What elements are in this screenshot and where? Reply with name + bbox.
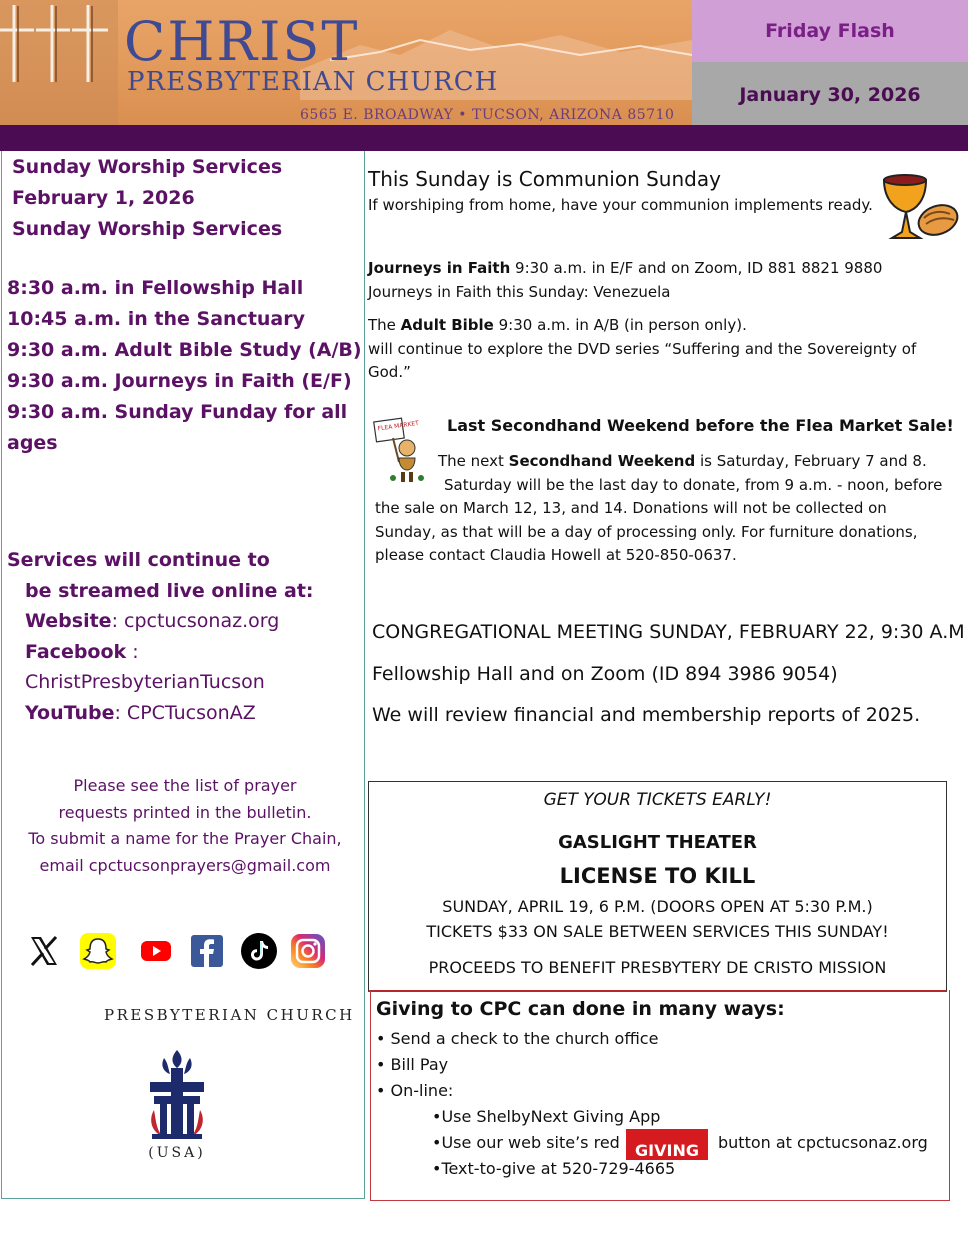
church-name-line2: PRESBYTERIAN CHURCH — [127, 67, 499, 97]
flash-date: January 30, 2026 — [739, 84, 921, 106]
church-name-line1: CHRIST — [124, 10, 360, 73]
streaming-info — [7, 545, 314, 728]
meeting-line: We will review financial and membership reports of 2025. — [372, 704, 921, 726]
journeys-details: 9:30 a.m. in E/F and on Zoom, ID 881 8821 9880 — [510, 259, 883, 277]
pcusa-seal-text: PRESBYTERIAN CHURCH — [104, 1006, 355, 1024]
youtube-icon[interactable] — [137, 932, 175, 970]
facebook-colon: : — [126, 640, 139, 663]
adult-bible-desc: will continue to explore the DVD series “Suffering and the Sovereignty of — [368, 339, 917, 358]
pcusa-seal-logo — [104, 1006, 355, 1166]
snapchat-icon[interactable] — [79, 932, 117, 970]
show-date: SUNDAY, APRIL 19, 6 P.M. (DOORS OPEN AT 5:30 P.M.) — [442, 897, 873, 916]
ticket-price: TICKETS $33 ON SALE BETWEEN SERVICES THIS SUNDAY! — [426, 922, 889, 941]
prayer-email[interactable]: email cpctucsonprayers@gmail.com — [39, 855, 331, 875]
header-banner — [0, 0, 692, 125]
tiktok-icon[interactable] — [240, 932, 278, 970]
facebook-label: Facebook — [25, 640, 127, 663]
giving-option: • On-line: — [376, 1081, 454, 1100]
journeys-label: Journeys in Faith — [368, 259, 511, 277]
adult-pre: The — [368, 316, 401, 334]
communion-subtitle: If worshiping from home, have your communion implements ready. — [368, 196, 873, 214]
flea-text: The next — [438, 452, 509, 470]
youtube-label: YouTube — [25, 701, 115, 724]
text-to-give: •Text-to-give at 520-729-4665 — [432, 1159, 676, 1178]
service-time: 10:45 a.m. in the Sanctuary — [7, 308, 306, 330]
worship-heading-line: Sunday Worship Services — [12, 156, 283, 178]
show-title: LICENSE TO KILL — [559, 864, 756, 888]
pcusa-seal-usa: (USA) — [148, 1145, 206, 1161]
facebook-link[interactable]: ChristPresbyterianTucson — [25, 671, 265, 693]
stream-line: Services will continue to — [7, 549, 270, 571]
giving-option: • Bill Pay — [376, 1055, 449, 1074]
flea-text: the sale on March 12, 13, and 14. Donations will not be collected on — [375, 499, 887, 517]
x-icon[interactable] — [25, 932, 63, 970]
youtube-link[interactable] — [7, 698, 314, 729]
ticket-proceeds: PROCEEDS TO BENEFIT PRESBYTERY DE CRISTO MISSION — [428, 958, 887, 977]
gaslight-tickets-box — [368, 781, 947, 992]
congregational-meeting-notice — [372, 612, 965, 737]
flea-text: please contact Claudia Howell at 520-850-0637. — [375, 546, 737, 564]
service-time: ages — [7, 432, 58, 454]
church-address: 6565 E. BROADWAY • TUCSON, ARIZONA 85710 — [300, 107, 675, 123]
prayer-line: Please see the list of prayer — [73, 776, 297, 795]
service-times-list — [7, 273, 362, 459]
giving-button[interactable]: GIVING — [626, 1129, 708, 1160]
flash-title: Friday Flash — [765, 20, 895, 42]
flea-text: is Saturday, February 7 and 8. — [695, 452, 927, 470]
communion-title: This Sunday is Communion Sunday — [368, 167, 721, 191]
website-value: : cpctucsonaz.org — [111, 610, 280, 632]
header-divider-bar — [0, 125, 968, 151]
meeting-line: Fellowship Hall and on Zoom (ID 894 3986 9054) — [372, 662, 838, 685]
giving-title: Giving to CPC can done in many ways: — [376, 998, 785, 1020]
service-time: 9:30 a.m. Sunday Funday for all — [7, 401, 348, 423]
adult-bible-notice — [368, 314, 938, 385]
service-time: 9:30 a.m. Journeys in Faith (E/F) — [7, 370, 352, 392]
giving-online-option: •Use our web site’s red — [432, 1133, 620, 1152]
flea-sign-text: FLEA MARKET — [377, 419, 420, 433]
giving-button-caption: button at cpctucsonaz.org — [718, 1133, 928, 1152]
instagram-icon[interactable] — [289, 932, 327, 970]
theater-name: GASLIGHT THEATER — [558, 832, 757, 853]
service-time: 8:30 a.m. in Fellowship Hall — [7, 277, 304, 299]
worship-heading — [12, 152, 282, 245]
adult-bible-desc: God.” — [368, 363, 411, 381]
facebook-icon[interactable] — [188, 932, 226, 970]
giving-online-option: •Use ShelbyNext Giving App — [432, 1107, 661, 1126]
meeting-line: CONGREGATIONAL MEETING SUNDAY, FEBRUARY 22, 9:30 A.M — [372, 621, 965, 643]
stream-line: be streamed live online at: — [25, 579, 314, 602]
worship-date: February 1, 2026 — [12, 187, 195, 209]
tickets-early-heading: GET YOUR TICKETS EARLY! — [543, 790, 772, 810]
prayer-line: requests printed in the bulletin. — [58, 802, 312, 822]
giving-option: • Send a check to the church office — [376, 1029, 659, 1048]
website-link[interactable] — [7, 606, 314, 637]
facebook-row — [7, 637, 314, 668]
website-label: Website — [25, 610, 112, 632]
adult-bible-details: 9:30 a.m. in A/B (in person only). — [493, 316, 747, 334]
flea-market-title: Last Secondhand Weekend before the Flea Market Sale! — [447, 416, 954, 435]
worship-heading-line: Sunday Worship Services — [12, 218, 283, 240]
journeys-topic: Journeys in Faith this Sunday: Venezuela — [368, 282, 671, 301]
service-time: 9:30 a.m. Adult Bible Study (A/B) — [7, 339, 362, 361]
prayer-line: To submit a name for the Prayer Chain, — [28, 829, 342, 848]
flea-text: Sunday, as that will be a day of processing only. For furniture donations, — [375, 522, 918, 541]
flea-text: Saturday will be the last day to donate, from 9 a.m. - noon, before — [444, 475, 943, 494]
prayer-request-note — [10, 773, 360, 879]
adult-bible-label: Adult Bible — [400, 316, 494, 334]
youtube-value: : CPCTucsonAZ — [114, 701, 256, 724]
journeys-in-faith-notice — [368, 257, 928, 304]
secondhand-weekend-label: Secondhand Weekend — [508, 452, 696, 470]
flea-market-body — [375, 450, 943, 568]
communion-chalice-icon — [878, 170, 960, 245]
